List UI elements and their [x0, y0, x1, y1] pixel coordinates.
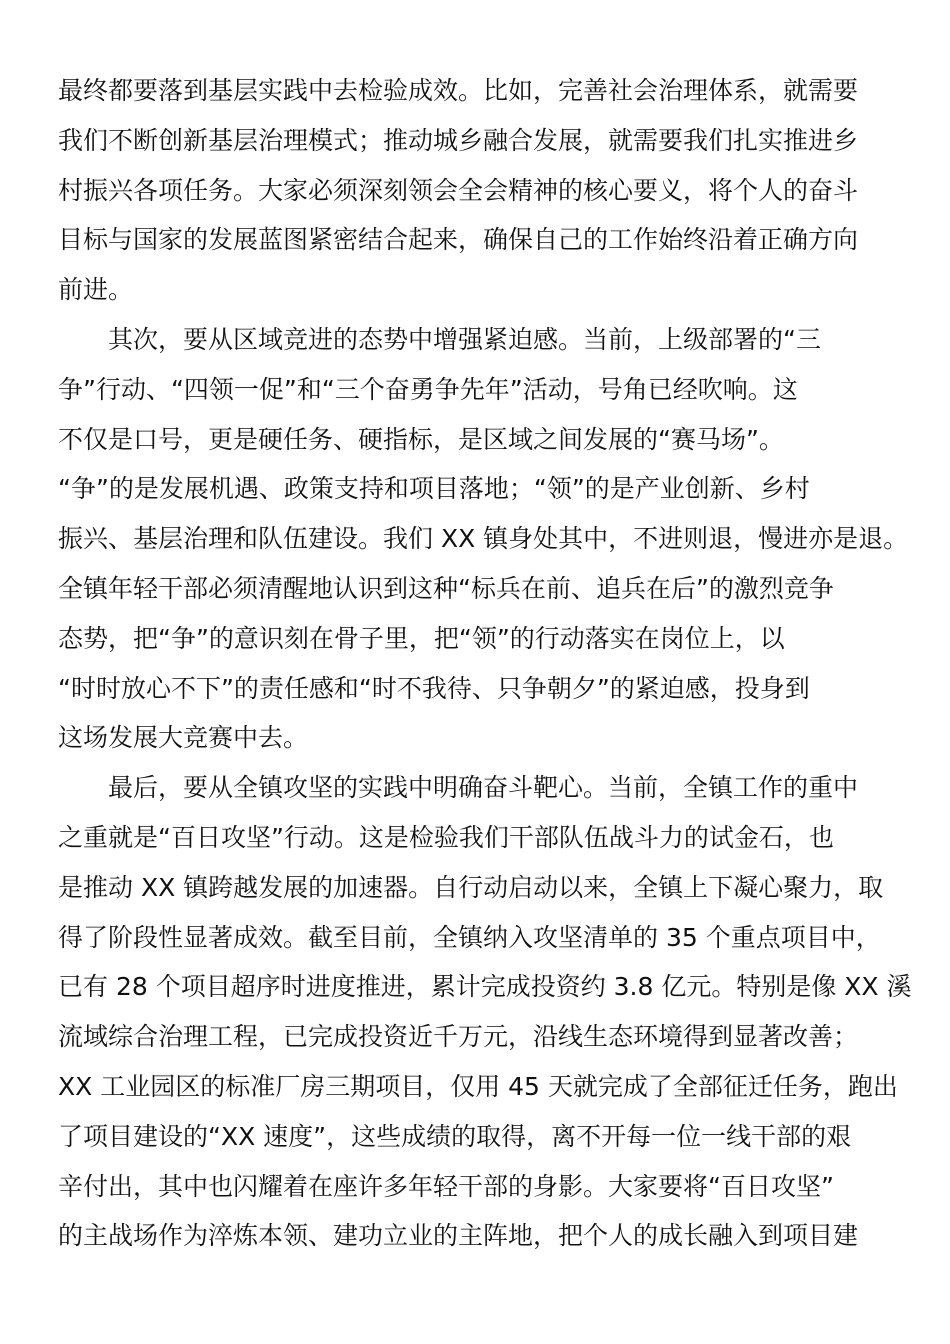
text-line: 辛付出，其中也闪耀着在座许多年轻干部的身影。大家要将“百日攻坚”: [58, 1171, 834, 1201]
text-line: 之重就是“百日攻坚”行动。这是检验我们干部队伍战斗力的试金石，也: [58, 822, 834, 852]
text-line: 这场发展大竞赛中去。: [58, 723, 309, 753]
text-line: 全镇年轻干部必须清醒地认识到这种“标兵在前、追兵在后”的激烈竞争: [58, 573, 834, 603]
text-line: 得了阶段性显著成效。截至目前，全镇纳入攻坚清单的 35 个重点项目中，: [58, 922, 881, 952]
text-line: “时时放心不下”的责任感和“时不我待、只争朝夕”的紧迫感，投身到: [58, 673, 810, 703]
text-line: 流域综合治理工程，已完成投资近千万元，沿线生态环境得到显著改善；: [58, 1022, 859, 1052]
text-line: “争”的是发展机遇、政策支持和项目落地；“领”的是产业创新、乡村: [58, 474, 810, 504]
paragraph-start-line: 最后，要从全镇攻坚的实践中明确奋斗靶心。当前，全镇工作的重中: [108, 773, 859, 803]
text-line: XX 工业园区的标准厂房三期项目，仅用 45 天就完成了全部征迁任务，跑出: [58, 1071, 898, 1101]
text-line: 不仅是口号，更是硬任务、硬指标，是区域之间发展的“赛马场”。: [58, 424, 784, 454]
text-line: 目标与国家的发展蓝图紧密结合起来，确保自己的工作始终沿着正确方向: [58, 225, 859, 255]
text-line: 了项目建设的“XX 速度”，这些成绩的取得，离不开每一位一线干部的艰: [58, 1121, 852, 1151]
text-line: 是推动 XX 镇跨越发展的加速器。自行动启动以来，全镇上下凝心聚力，取: [58, 872, 884, 902]
text-line: 的主战场作为淬炼本领、建功立业的主阵地，把个人的成长融入到项目建: [58, 1221, 859, 1251]
text-line: 前进。: [58, 275, 134, 305]
text-line: 最终都要落到基层实践中去检验成效。比如，完善社会治理体系，就需要: [58, 76, 859, 105]
paragraph-start-line: 其次，要从区域竞进的态势中增强紧迫感。当前，上级部署的“三: [108, 324, 821, 354]
text-line: 村振兴各项任务。大家必须深刻领会全会精神的核心要义，将个人的奋斗: [58, 175, 859, 205]
text-line: 我们不断创新基层治理模式；推动城乡融合发展，就需要我们扎实推进乡: [58, 125, 859, 155]
text-line: 振兴、基层治理和队伍建设。我们 XX 镇身处其中，不进则退，慢进亦是退。: [58, 524, 909, 554]
text-line: 争”行动、“四领一促”和“三个奋勇争先年”活动，号角已经吹响。这: [58, 374, 798, 404]
text-line: 已有 28 个项目超序时进度推进，累计完成投资约 3.8 亿元。特别是像 XX 溪: [58, 972, 912, 1002]
body-text: [58, 66, 938, 1261]
text-line: 态势，把“争”的意识刻在骨子里，把“领”的行动落实在岗位上，以: [58, 623, 785, 653]
